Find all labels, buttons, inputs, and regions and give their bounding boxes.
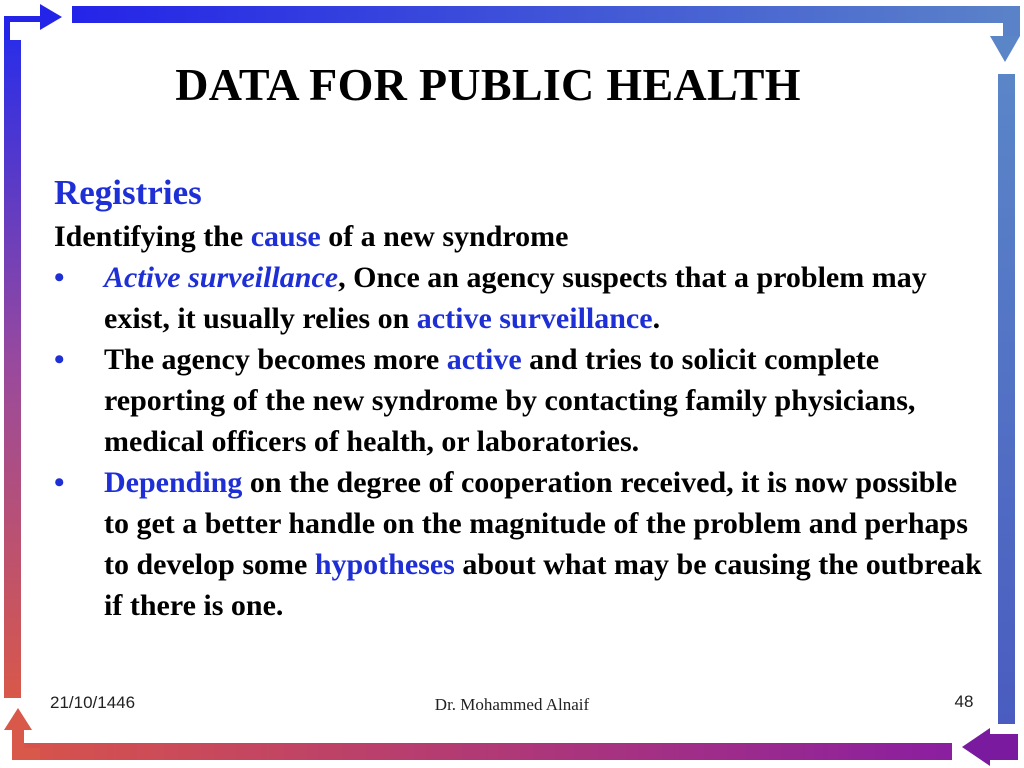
section-heading: Registries	[54, 173, 202, 212]
bullet-text: about what may be causing the outbreak if there is one.	[104, 548, 982, 622]
frame-right-bar	[998, 74, 1015, 724]
bullet-item	[54, 339, 984, 462]
bullet-item	[54, 462, 984, 626]
frame-arrow-bottom-right-icon	[962, 728, 1018, 766]
lead-text-before: Identifying the	[54, 220, 251, 253]
footer-date: 21/10/1446	[50, 693, 136, 712]
bullet-highlight: hypotheses	[314, 548, 455, 581]
frame-top-bar	[72, 6, 1012, 23]
lead-line	[54, 216, 984, 257]
bullet-icon: •	[54, 466, 65, 499]
slide-number: 48	[954, 692, 974, 711]
bullet-list	[54, 257, 984, 626]
bullet-text: , Once an agency suspects that a problem may exist, it usually relies on	[104, 261, 927, 335]
frame-arrow-top-left-icon	[40, 4, 62, 30]
bullet-highlight: Depending	[104, 466, 243, 499]
frame-left-bar	[4, 40, 21, 698]
lead-text-after: of a new syndrome	[320, 220, 569, 253]
bullet-text: and tries to solicit complete reporting of the new syndrome by contacting family physicians, medical officers of health, or laboratories.	[104, 343, 916, 458]
frame-bottom-bar	[12, 743, 952, 760]
bullet-text: on the degree of cooperation received, it is now possible to get a better handle on the magnitude of the problem and perhaps to develop some	[104, 466, 968, 581]
slide-title: DATA FOR PUBLIC HEALTH	[175, 59, 801, 110]
bullet-icon: •	[54, 343, 65, 376]
bullet-highlight: active surveillance	[416, 302, 653, 335]
bullet-icon: •	[54, 261, 65, 294]
bullet-highlight: active	[446, 343, 522, 376]
bullet-highlight: Active surveillance	[104, 261, 339, 294]
bullet-text: .	[652, 302, 661, 335]
bullet-text: The agency becomes more	[104, 343, 447, 376]
lead-highlight: cause	[250, 220, 321, 253]
footer-author: Dr. Mohammed Alnaif	[434, 695, 590, 714]
frame-arrow-top-right-icon	[990, 36, 1020, 62]
bullet-item	[54, 257, 984, 339]
slide-content	[54, 170, 984, 626]
